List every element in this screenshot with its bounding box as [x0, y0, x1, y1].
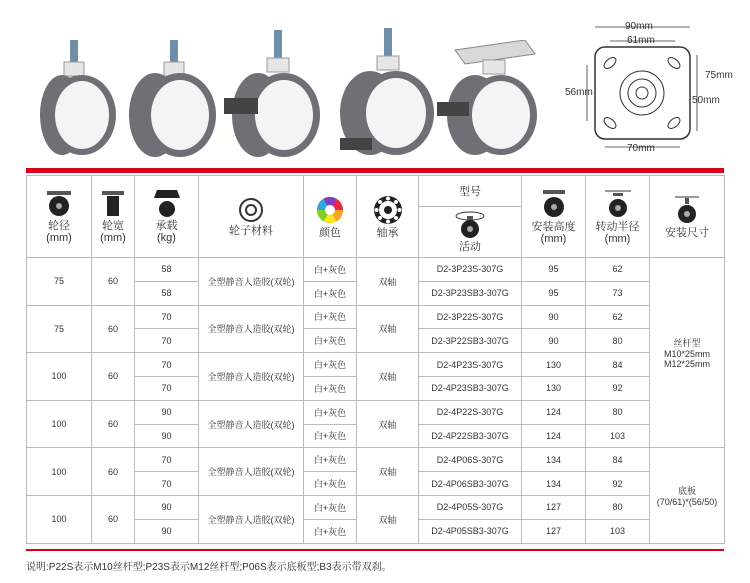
cell-model: D2-3P23SB3-307G	[419, 281, 522, 305]
cell-bearing: 双轴	[357, 495, 419, 543]
mount-plate-type: 底板	[677, 485, 696, 496]
header-bearing: 轴承	[357, 176, 419, 258]
table-row	[27, 353, 725, 377]
cell-model: D2-3P22SB3-307G	[419, 329, 522, 353]
cell-color: 白+灰色	[304, 305, 357, 329]
header-mount-size: 安装尺寸	[650, 176, 725, 258]
cell-swivel-radius: 80	[586, 495, 650, 519]
cell-color: 白+灰色	[304, 472, 357, 496]
cell-load: 90	[135, 495, 199, 519]
cell-wheel-diameter: 100	[27, 448, 92, 496]
cell-color: 白+灰色	[304, 376, 357, 400]
caster-height-icon	[539, 189, 569, 219]
cell-wheel-diameter: 100	[27, 400, 92, 448]
cell-install-height: 95	[522, 258, 586, 282]
cell-color: 白+灰色	[304, 400, 357, 424]
cell-bearing: 双轴	[357, 448, 419, 496]
table-row	[27, 495, 725, 519]
table-row	[27, 400, 725, 424]
cell-color: 白+灰色	[304, 353, 357, 377]
cell-color: 白+灰色	[304, 424, 357, 448]
cell-load: 70	[135, 448, 199, 472]
caster-photo-2	[120, 40, 220, 160]
header-install-height: 安装高度 (mm)	[522, 176, 586, 258]
cell-bearing: 双轴	[357, 305, 419, 353]
cell-wheel-diameter: 75	[27, 258, 92, 306]
cell-swivel-radius: 62	[586, 305, 650, 329]
header-load: 承载 (kg)	[135, 176, 199, 258]
dim-right-inner: 50mm	[692, 95, 720, 106]
header-wheel-diameter: 轮径 (mm)	[27, 176, 92, 258]
header-color: 颜色	[304, 176, 357, 258]
red-divider-bottom	[26, 549, 724, 551]
header-swivel-radius: 转动半径 (mm)	[586, 176, 650, 258]
mount-size-icon	[672, 195, 702, 225]
cell-swivel-radius: 92	[586, 376, 650, 400]
cell-swivel-radius: 84	[586, 448, 650, 472]
table-row	[27, 305, 725, 329]
cell-swivel-radius: 73	[586, 281, 650, 305]
cell-load: 70	[135, 376, 199, 400]
header-model-sub: 活动	[419, 207, 522, 258]
caster-photo-3	[222, 30, 327, 160]
cell-load: 58	[135, 258, 199, 282]
cell-color: 白+灰色	[304, 448, 357, 472]
cell-color: 白+灰色	[304, 495, 357, 519]
cell-model: D2-4P23SB3-307G	[419, 376, 522, 400]
header-wheel-width: 轮宽 (mm)	[92, 176, 135, 258]
table-row	[27, 448, 725, 472]
dim-bottom: 70mm	[627, 143, 655, 154]
wheel-side-icon	[44, 190, 74, 218]
swivel-radius-icon	[603, 189, 633, 219]
caster-photo-4	[330, 28, 440, 160]
dim-right-outer: 75mm	[705, 70, 733, 81]
swivel-caster-icon	[450, 211, 490, 239]
cell-load: 90	[135, 424, 199, 448]
cell-install-height: 127	[522, 495, 586, 519]
mount-stem-type: 丝杆型	[673, 338, 701, 349]
cell-wheel-width: 60	[92, 258, 135, 306]
cell-load: 90	[135, 519, 199, 543]
cell-install-height: 134	[522, 448, 586, 472]
cell-install-height: 124	[522, 400, 586, 424]
dim-top-inner: 61mm	[627, 35, 655, 46]
cell-model: D2-4P22S-307G	[419, 400, 522, 424]
cell-install-height: 130	[522, 376, 586, 400]
cell-model: D2-4P06S-307G	[419, 448, 522, 472]
cell-install-height: 95	[522, 281, 586, 305]
cell-wheel-width: 60	[92, 448, 135, 496]
cell-model: D2-4P22SB3-307G	[419, 424, 522, 448]
cell-install-height: 90	[522, 305, 586, 329]
cell-install-height: 130	[522, 353, 586, 377]
cell-swivel-radius: 80	[586, 329, 650, 353]
cell-swivel-radius: 103	[586, 519, 650, 543]
cell-material: 全塑静音人造胶(双轮)	[199, 495, 304, 543]
cell-wheel-width: 60	[92, 495, 135, 543]
cell-mount-stem	[650, 258, 725, 448]
cell-load: 58	[135, 281, 199, 305]
cell-wheel-width: 60	[92, 353, 135, 401]
footnote: 说明:P22S表示M10丝杆型;P23S表示M12丝杆型;P06S表示底板型;B3表示带双刹。	[26, 562, 392, 573]
cell-material: 全塑静音人造胶(双轮)	[199, 400, 304, 448]
bearing-icon	[373, 195, 403, 225]
cell-bearing: 双轴	[357, 258, 419, 306]
caster-photo-5	[435, 40, 545, 160]
dim-top-outer: 90mm	[625, 21, 653, 32]
mount-plate-size: (70/61)*(56/50)	[656, 496, 718, 507]
cell-load: 90	[135, 400, 199, 424]
cell-wheel-diameter: 75	[27, 305, 92, 353]
cell-wheel-diameter: 100	[27, 353, 92, 401]
cell-load: 70	[135, 472, 199, 496]
header-model: 型号	[419, 176, 522, 207]
weight-icon	[152, 190, 182, 218]
cell-install-height: 124	[522, 424, 586, 448]
cell-wheel-diameter: 100	[27, 495, 92, 543]
caster-photo-1	[30, 40, 120, 160]
cell-material: 全塑静音人造胶(双轮)	[199, 305, 304, 353]
cell-swivel-radius: 103	[586, 424, 650, 448]
cell-color: 白+灰色	[304, 519, 357, 543]
mounting-plate-diagram	[565, 15, 750, 155]
wheel-material-icon	[238, 197, 264, 223]
mount-stem-size-2: M12*25mm	[663, 359, 710, 370]
cell-wheel-width: 60	[92, 400, 135, 448]
cell-swivel-radius: 92	[586, 472, 650, 496]
cell-color: 白+灰色	[304, 258, 357, 282]
cell-bearing: 双轴	[357, 353, 419, 401]
mount-stem-size-1: M10*25mm	[663, 349, 710, 360]
cell-wheel-width: 60	[92, 305, 135, 353]
cell-color: 白+灰色	[304, 329, 357, 353]
cell-model: D2-4P23S-307G	[419, 353, 522, 377]
cell-material: 全塑静音人造胶(双轮)	[199, 448, 304, 496]
cell-model: D2-4P06SB3-307G	[419, 472, 522, 496]
product-photos	[0, 0, 560, 160]
cell-material: 全塑静音人造胶(双轮)	[199, 353, 304, 401]
cell-color: 白+灰色	[304, 281, 357, 305]
table-row	[27, 258, 725, 282]
cell-install-height: 134	[522, 472, 586, 496]
cell-install-height: 90	[522, 329, 586, 353]
spec-table	[26, 175, 725, 544]
wheel-front-icon	[100, 190, 126, 218]
cell-bearing: 双轴	[357, 400, 419, 448]
spec-table-body	[27, 258, 725, 544]
cell-material: 全塑静音人造胶(双轮)	[199, 258, 304, 306]
cell-mount-plate	[650, 448, 725, 543]
cell-model: D2-4P05S-307G	[419, 495, 522, 519]
cell-load: 70	[135, 305, 199, 329]
cell-load: 70	[135, 329, 199, 353]
cell-swivel-radius: 84	[586, 353, 650, 377]
cell-swivel-radius: 62	[586, 258, 650, 282]
cell-model: D2-3P23S-307G	[419, 258, 522, 282]
red-divider-top	[26, 168, 724, 173]
color-wheel-icon	[315, 195, 345, 225]
cell-install-height: 127	[522, 519, 586, 543]
cell-model: D2-4P05SB3-307G	[419, 519, 522, 543]
header-material: 轮子材料	[199, 176, 304, 258]
dim-left: 56mm	[565, 87, 593, 98]
cell-load: 70	[135, 353, 199, 377]
cell-model: D2-3P22S-307G	[419, 305, 522, 329]
cell-swivel-radius: 80	[586, 400, 650, 424]
